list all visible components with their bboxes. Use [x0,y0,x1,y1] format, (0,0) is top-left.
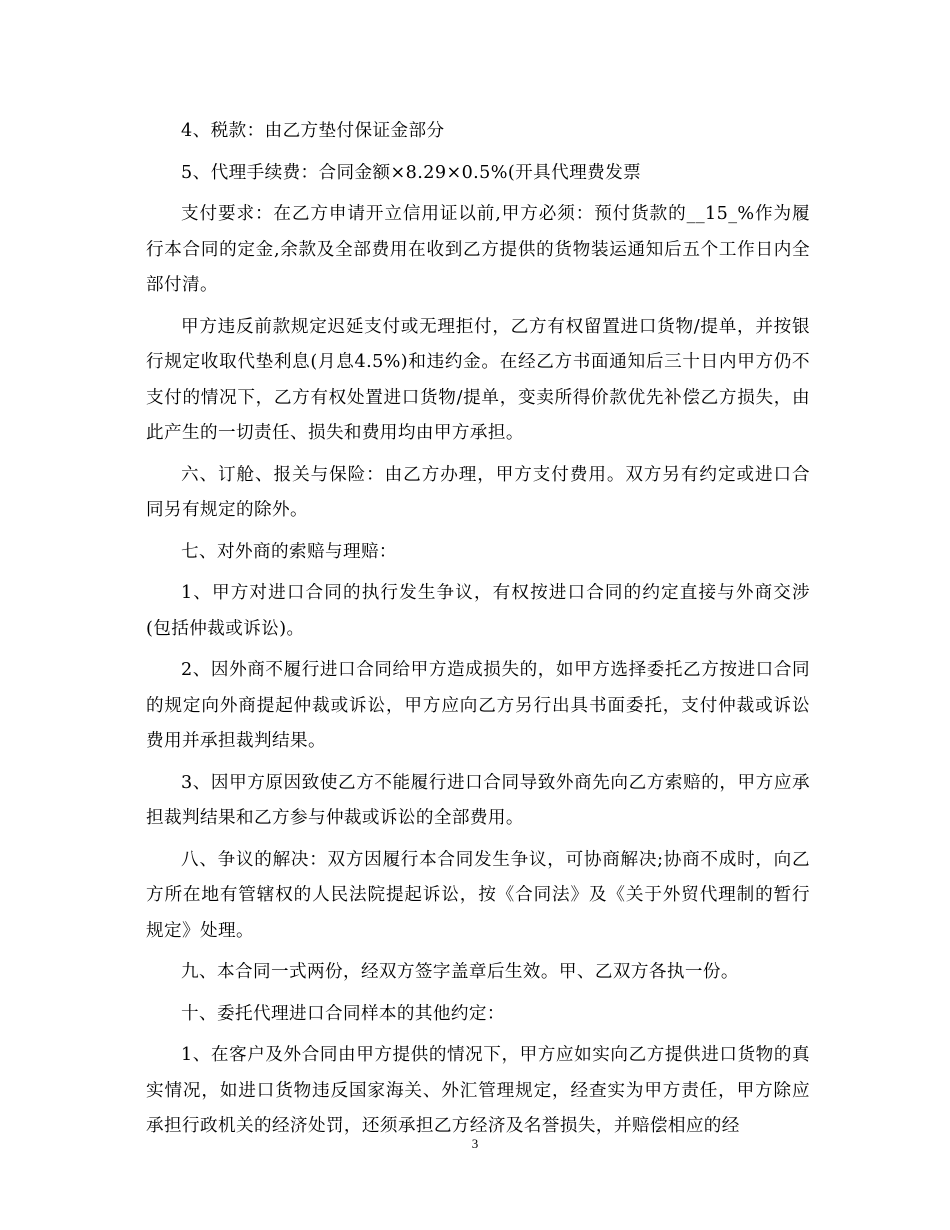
document-body [146,114,810,1145]
paragraph-copies: 九、本合同一式两份，经双方签字盖章后生效。甲、乙双方各执一份。 [181,962,739,982]
heading-other-agreements: 十、委托代理进口合同样本的其他约定： [181,1003,505,1024]
paragraph-claims-3: 3、因甲方原因致使乙方不能履行进口合同导致外商先向乙方索赔的，甲方应承担裁判结果和乙方参与仲裁或诉讼的全部费用。 [146,772,810,828]
paragraph-agency-fee: 5、代理手续费：合同金额×8.29×0.5%(开具代理费发票 [181,162,642,183]
paragraph-claims-1: 1、甲方对进口合同的执行发生争议，有权按进口合同的约定直接与外商交涉(包括仲裁或诉讼)。 [146,583,810,639]
paragraph-breach-payment: 甲方违反前款规定迟延支付或无理拒付，乙方有权留置进口货物/提单，并按银行规定收取代垫利息(月息4.5%)和违约金。在经乙方书面通知后三十日内甲方仍不支付的情况下，乙方有权处置进口货物/提单，变卖所得价款优先补偿乙方损失，由此产生的一切责任、损失和费用均由甲方承担。 [146,316,810,443]
paragraph-claims-2: 2、因外商不履行进口合同给甲方造成损失的，如甲方选择委托乙方按进口合同的规定向外商提起仲裁或诉讼，甲方应向乙方另行出具书面委托，支付仲裁或诉讼费用并承担裁判结果。 [146,660,810,751]
paragraph-tax: 4、税款：由乙方垫付保证金部分 [181,121,445,141]
paragraph-payment-requirement: 支付要求：在乙方申请开立信用证以前,甲方必须：预付货款的__15_%作为履行本合同的定金,余款及全部费用在收到乙方提供的货物装运通知后五个工作日内全部付清。 [146,204,810,295]
page-number: 3 [471,1136,479,1151]
heading-claims: 七、对外商的索赔与理赔： [181,541,397,562]
paragraph-other-agreements-1: 1、在客户及外合同由甲方提供的情况下，甲方应如实向乙方提供进口货物的真实情况，如进口货物违反国家海关、外汇管理规定，经查实为甲方责任，甲方除应承担行政机关的经济处罚，还须承担乙方经济及名誉损失，并赔偿相应的经 [146,1045,810,1136]
heading-booking-customs-insurance: 六、订舱、报关与保险：由乙方办理，甲方支付费用。双方另有约定或进口合同另有规定的除外。 [146,464,810,520]
heading-dispute-resolution: 八、争议的解决：双方因履行本合同发生争议，可协商解决;协商不成时，向乙方所在地有管辖权的人民法院提起诉讼，按《合同法》及《关于外贸代理制的暂行规定》处理。 [146,849,810,941]
